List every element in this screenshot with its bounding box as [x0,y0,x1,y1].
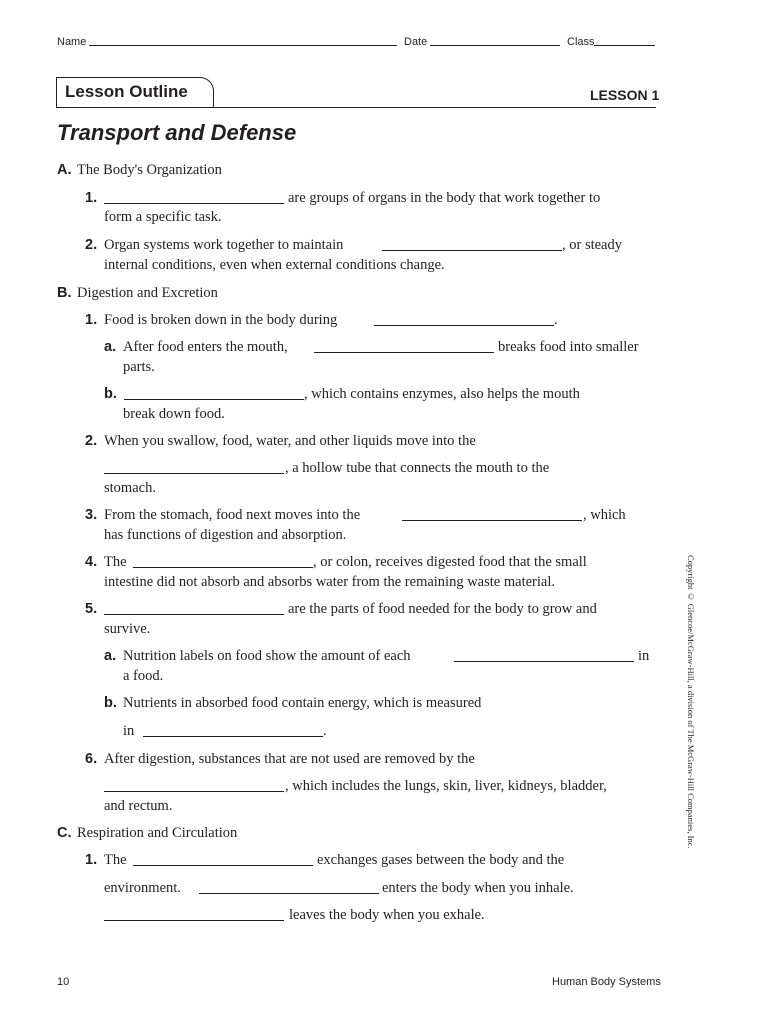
class-field[interactable] [594,45,655,46]
b1a-text-3: parts. [123,359,155,375]
tab-rule [56,107,656,108]
a2-text-1: Organ systems work together to maintain [104,237,344,253]
b5-blank[interactable] [104,614,284,615]
section-a-letter: A. [57,162,72,178]
b1a-letter: a. [104,339,117,355]
b5a-text-2: in [638,648,650,664]
b1-blank[interactable] [374,325,554,326]
b4-text-3: intestine did not absorb and absorbs water from the remaining waste material. [104,574,555,590]
b6-text-3: and rectum. [104,798,173,814]
c1-blank-3[interactable] [104,920,284,921]
b5a-letter: a. [104,648,117,664]
b5a-text-1: Nutrition labels on food show the amount of each [123,648,411,664]
b1a-text-2: breaks food into smaller [498,339,639,355]
b5b-blank[interactable] [143,736,323,737]
a1-number: 1. [85,190,98,206]
a1-blank[interactable] [104,203,284,204]
date-label: Date [404,36,428,48]
b3-text-2: , which [583,507,626,523]
b1-text-1: Food is broken down in the body during [104,312,338,328]
b6-number: 6. [85,751,98,767]
b5-text-2: survive. [104,621,151,637]
b5-number: 5. [85,601,98,617]
b1b-blank[interactable] [124,399,304,400]
c1-blank-1[interactable] [133,865,313,866]
b1b-letter: b. [104,386,117,402]
b1-number: 1. [85,312,98,328]
section-b-heading: Digestion and Excretion [77,285,218,301]
date-field[interactable] [430,45,560,46]
book-title: Human Body Systems [552,976,661,988]
copyright-notice: Copyright © Glencoe/McGraw-Hill, a division of The McGraw-Hill Companies, Inc. [686,555,696,849]
b1b-text-2: break down food. [123,406,225,422]
page-title: Transport and Defense [57,120,297,145]
c1-text-1: The [104,852,127,868]
page-number: 10 [57,976,70,988]
c1-number: 1. [85,852,98,868]
a2-number: 2. [85,237,98,253]
name-label: Name [57,36,87,48]
c1-text-3: environment. [104,880,181,896]
c1-text-2: exchanges gases between the body and the [317,852,565,868]
b6-blank[interactable] [104,791,284,792]
b5a-blank[interactable] [454,661,634,662]
b4-text-1: The [104,554,127,570]
b5b-text-1: Nutrients in absorbed food contain energy, which is measured [123,695,482,711]
c1-blank-2[interactable] [199,893,379,894]
b4-number: 4. [85,554,98,570]
c1-text-4: enters the body when you inhale. [382,880,574,896]
b5-text-1: are the parts of food needed for the body to grow and [288,601,597,617]
b2-blank[interactable] [104,473,284,474]
b3-text-3: has functions of digestion and absorption. [104,527,347,543]
section-c-heading: Respiration and Circulation [77,825,238,841]
b6-text-2: , which includes the lungs, skin, liver, kidneys, bladder, [285,778,607,794]
b5b-letter: b. [104,695,117,711]
class-label: Class [567,36,595,48]
section-c-letter: C. [57,825,72,841]
section-a-heading: The Body's Organization [77,162,222,178]
c1-text-5: leaves the body when you exhale. [289,907,485,923]
b1-text-2: . [554,312,558,328]
b2-text-3: stomach. [104,480,156,496]
section-b-letter: B. [57,285,72,301]
b4-text-2: , or colon, receives digested food that the small [313,554,587,570]
b2-text-1: When you swallow, food, water, and other liquids move into the [104,433,476,449]
b3-number: 3. [85,507,98,523]
b6-text-1: After digestion, substances that are not used are removed by the [104,751,475,767]
name-field[interactable] [89,45,397,46]
b1b-text-1: , which contains enzymes, also helps the mouth [304,386,580,402]
a2-blank[interactable] [382,250,562,251]
b4-blank[interactable] [133,567,313,568]
b5a-text-3: a food. [123,668,164,684]
b5b-text-2: in [123,723,135,739]
b2-number: 2. [85,433,98,449]
b3-blank[interactable] [402,520,582,521]
a2-text-3: internal conditions, even when external conditions change. [104,257,445,273]
lesson-outline-label: Lesson Outline [65,82,188,101]
b5b-text-3: . [323,723,327,739]
a1-text-1: are groups of organs in the body that work together to [288,190,601,206]
b1a-text-1: After food enters the mouth, [123,339,288,355]
b1a-blank[interactable] [314,352,494,353]
b3-text-1: From the stomach, food next moves into the [104,507,361,523]
lesson-number: LESSON 1 [590,87,660,103]
b2-text-2: , a hollow tube that connects the mouth to the [285,460,550,476]
a2-text-2: , or steady [562,237,622,253]
a1-text-2: form a specific task. [104,209,222,225]
